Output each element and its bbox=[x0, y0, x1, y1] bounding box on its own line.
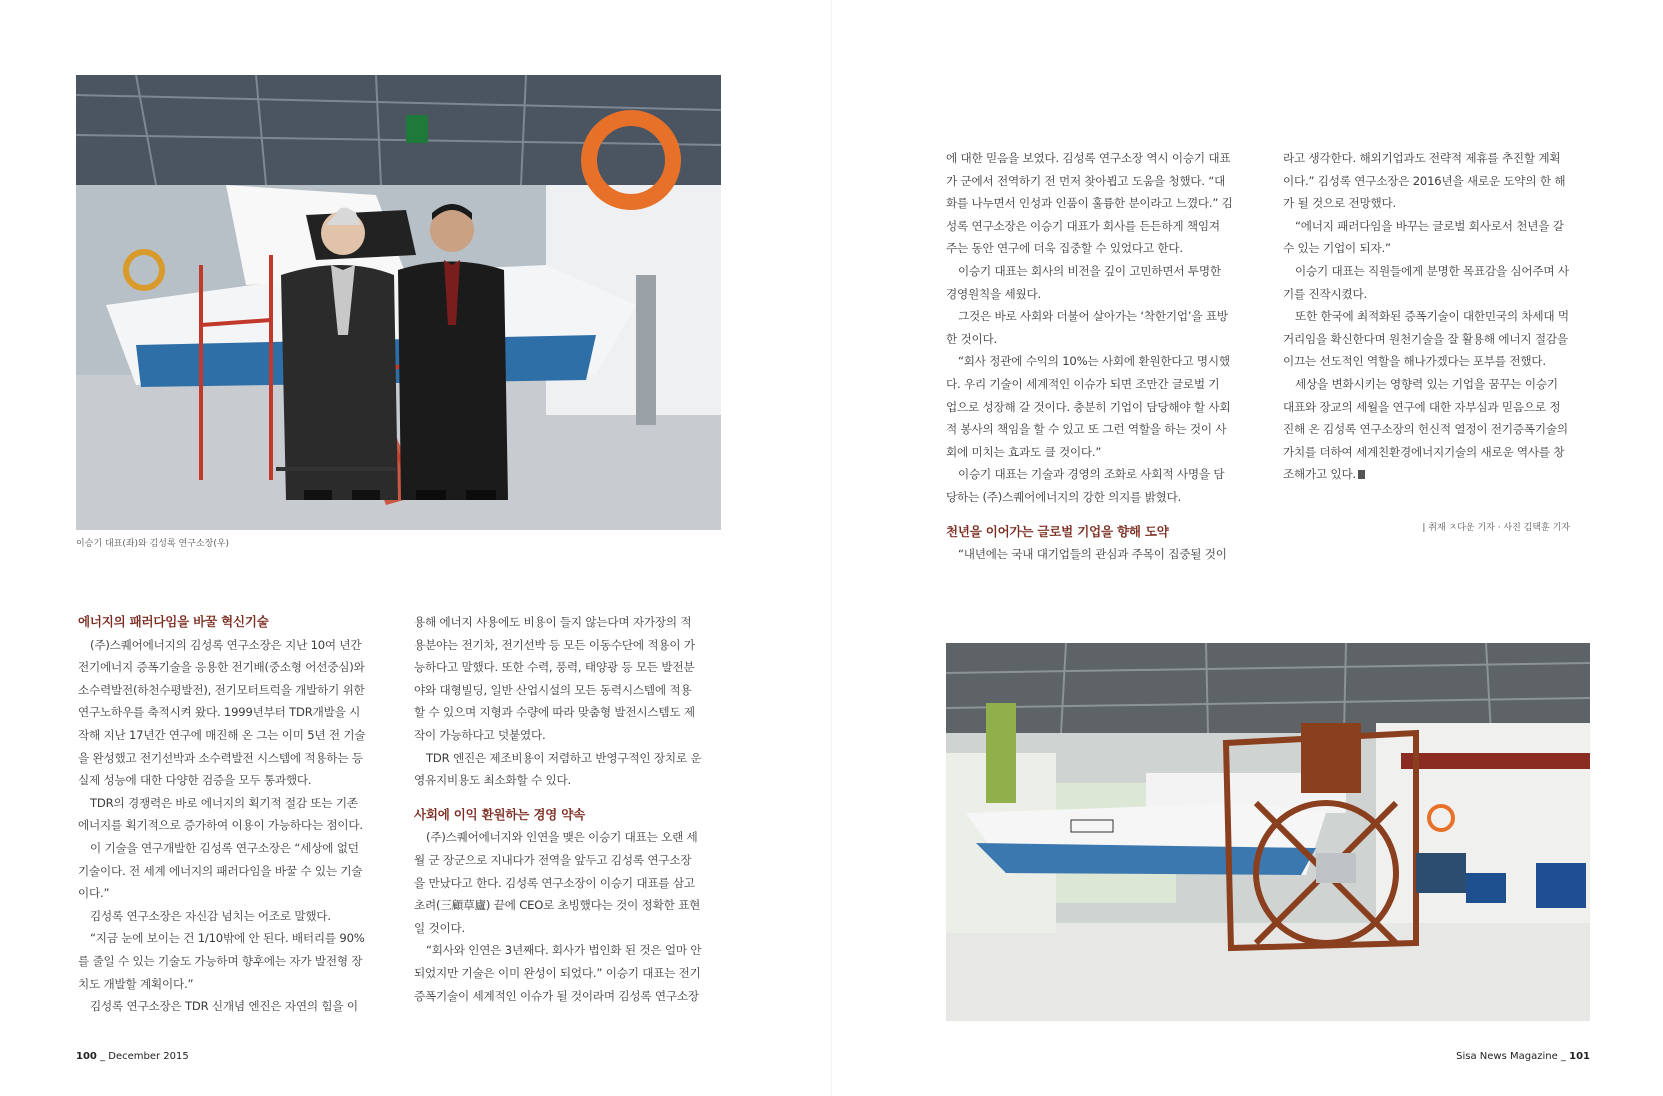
body-line: 일 것이다. bbox=[414, 920, 465, 935]
body-line: 기술이다. 전 세계 에너지의 패러다임을 바꿀 수 있는 기술 bbox=[78, 863, 363, 878]
body-line: 용분야는 전기차, 전기선박 등 모든 이동수단에 적용이 가 bbox=[414, 637, 695, 652]
body-line: 이 기술을 연구개발한 김성록 연구소장은 “세상에 없던 bbox=[90, 840, 359, 855]
body-line: 이승기 대표는 직원들에게 분명한 목표감을 심어주며 사 bbox=[1295, 263, 1569, 278]
body-line: 소수력발전(하천수평발전), 전기모터트럭을 개발하기 위한 bbox=[78, 682, 365, 697]
body-line: TDR 엔진은 제조비용이 저렴하고 반영구적인 장치로 운 bbox=[426, 750, 702, 765]
body-line: (주)스퀘어에너지의 김성록 연구소장은 지난 10여 년간 bbox=[90, 637, 362, 652]
body-line: 작해 지난 17년간 연구에 매진해 온 그는 이미 5년 전 기술 bbox=[78, 727, 366, 742]
body-line: 경영원칙을 세웠다. bbox=[946, 286, 1041, 301]
body-line: 이승기 대표는 회사의 비전을 깊이 고민하면서 투명한 bbox=[958, 263, 1221, 278]
issue-label: _ December 2015 bbox=[100, 1051, 189, 1062]
end-of-article-mark bbox=[1358, 470, 1365, 479]
folio-right bbox=[1456, 1051, 1590, 1062]
page-number-left: 100 bbox=[76, 1051, 97, 1062]
page-number-right: 101 bbox=[1569, 1051, 1590, 1062]
body-line: 능하다고 말했다. 또한 수력, 풍력, 태양광 등 모든 발전분 bbox=[414, 660, 695, 675]
body-line: 연구노하우를 축적시켜 왔다. 1999년부터 TDR개발을 시 bbox=[78, 705, 361, 720]
body-line: 수 있는 기업이 되자.” bbox=[1283, 241, 1391, 256]
body-line: 주는 동안 연구에 더욱 집중할 수 있었다고 한다. bbox=[946, 241, 1183, 256]
body-line: 을 완성했고 전기선박과 소수력발전 시스템에 적용하는 등 bbox=[78, 750, 363, 765]
body-line: 이다.” bbox=[78, 886, 110, 901]
article-column-4 bbox=[1283, 147, 1569, 486]
body-line: 초려(三顧草廬) 끝에 CEO로 초빙했다는 것이 정확한 표현 bbox=[414, 898, 701, 913]
body-line: 그것은 바로 사회와 더불어 살아가는 ‘착한기업’을 표방 bbox=[958, 309, 1228, 324]
body-line bbox=[1283, 463, 1569, 486]
body-line: 용해 에너지 사용에도 비용이 들지 않는다며 자가장의 적 bbox=[414, 615, 692, 629]
body-line: 화를 나누면서 인성과 인품이 훌륭한 분이라고 느꼈다.” 김 bbox=[946, 196, 1233, 211]
body-line: “회사와 인연은 3년째다. 회사가 법인화 된 것은 얼마 안 bbox=[426, 943, 702, 958]
body-line: 영유지비용도 최소화할 수 있다. bbox=[414, 773, 571, 788]
section-heading-global-leap: 천년을 이어가는 글로벌 기업을 향해 도약 bbox=[946, 523, 1169, 539]
exhibition-booth-illustration bbox=[946, 643, 1590, 1021]
body-line: 이끄는 선도적인 역할을 해나가겠다는 포부를 전했다. bbox=[1283, 354, 1546, 369]
body-line: “내년에는 국내 대기업들의 관심과 주목이 집중될 것이 bbox=[958, 547, 1227, 562]
body-line: 적 봉사의 책임을 할 수 있고 또 그런 역할을 하는 것이 사 bbox=[946, 422, 1227, 437]
body-line: 업으로 성장해 갈 것이다. 충분히 기업이 담당해야 할 사회 bbox=[946, 399, 1231, 414]
magazine-name: Sisa News Magazine _ bbox=[1456, 1051, 1566, 1062]
body-line: 김성록 연구소장은 TDR 신개념 엔진은 자연의 힘을 이 bbox=[90, 999, 358, 1014]
body-line-text: 조해가고 있다. bbox=[1283, 467, 1356, 482]
body-line: “지금 눈에 보이는 건 1/10밖에 안 된다. 배터리를 90% bbox=[90, 931, 365, 946]
body-line: 할 수 있으며 지형과 수량에 따라 맞춤형 발전시스템도 제 bbox=[414, 705, 695, 720]
body-line: 를 줄일 수 있는 기술도 가능하며 향후에는 자가 발전형 장 bbox=[78, 953, 363, 968]
body-line: 회에 미치는 효과도 클 것이다.” bbox=[946, 444, 1102, 459]
body-line: 야와 대형빌딩, 일반 산업시설의 모든 동력시스템에 적용 bbox=[414, 682, 692, 697]
body-line: 가치를 더하여 세계친환경에너지기술의 새로운 역사를 창 bbox=[1283, 444, 1565, 459]
article-column-1 bbox=[78, 611, 365, 1018]
body-line: 다. 우리 기술이 세계적인 이슈가 되면 조만간 글로벌 기 bbox=[946, 376, 1220, 391]
body-line: (주)스퀘어에너지와 인연을 맺은 이승기 대표는 오랜 세 bbox=[426, 830, 698, 845]
byline-credit: | 취재 ㅈ다운 기자 · 사진 김택훈 기자 bbox=[1422, 523, 1570, 533]
body-line: 이다.” 김성록 연구소장은 2016년을 새로운 도약의 한 해 bbox=[1283, 173, 1566, 188]
article-column-3 bbox=[946, 147, 1233, 566]
body-line: 세상을 변화시키는 영향력 있는 기업을 꿈꾸는 이승기 bbox=[1295, 376, 1558, 391]
body-line: 김성록 연구소장은 자신감 넘치는 어조로 말했다. bbox=[90, 908, 331, 923]
body-line: 라고 생각한다. 해외기업과도 전략적 제휴를 추진할 계획 bbox=[1283, 151, 1561, 165]
section-heading-energy-paradigm: 에너지의 패러다임을 바꿀 혁신기술 bbox=[78, 614, 269, 629]
body-line: 을 만났다고 한다. 김성록 연구소장이 이승기 대표를 삼고 bbox=[414, 875, 695, 890]
body-line: 월 군 장군으로 지내다가 전역을 앞두고 김성록 연구소장 bbox=[414, 852, 692, 867]
body-line: 진해 온 김성록 연구소장의 헌신적 열정이 전기증폭기술의 bbox=[1283, 422, 1568, 437]
body-line: 에 대한 믿음을 보였다. 김성록 연구소장 역시 이승기 대표 bbox=[946, 151, 1231, 165]
body-line: 되었지만 기술은 이미 완성이 되었다.” 이승기 대표는 전기 bbox=[414, 965, 701, 980]
body-line: 치도 개발할 계획이다.” bbox=[78, 976, 194, 991]
body-line: 증폭기술이 세계적인 이슈가 될 것이라며 김성록 연구소장 bbox=[414, 988, 699, 1003]
body-line: 성록 연구소장은 이승기 대표가 회사를 든든하게 책임져 bbox=[946, 218, 1220, 233]
body-line: 기를 진작시켰다. bbox=[1283, 286, 1367, 301]
body-line: 작이 가능하다고 덧붙였다. bbox=[414, 727, 546, 742]
photo-exhibition-booth bbox=[946, 643, 1590, 1021]
folio-left bbox=[76, 1051, 189, 1062]
section-heading-social-return: 사회에 이익 환원하는 경영 약속 bbox=[414, 806, 585, 822]
body-line: TDR의 경쟁력은 바로 에너지의 획기적 절감 또는 기존 bbox=[90, 795, 358, 810]
article-column-2 bbox=[414, 611, 701, 1007]
body-line: 에너지를 획기적으로 증가하여 이용이 가능하다는 점이다. bbox=[78, 818, 363, 833]
body-line: 당하는 (주)스퀘어에너지의 강한 의지를 밝혔다. bbox=[946, 489, 1182, 504]
body-line: “회사 정관에 수익의 10%는 사회에 환원한다고 명시했 bbox=[958, 354, 1230, 369]
body-line: “에너지 패러다임을 바꾸는 글로벌 회사로서 천년을 갈 bbox=[1295, 218, 1564, 233]
body-line: 실제 성능에 대한 다양한 검증을 모두 통과했다. bbox=[78, 773, 312, 788]
body-line: 이승기 대표는 기술과 경영의 조화로 사회적 사명을 담 bbox=[958, 467, 1225, 482]
body-line: 한 것이다. bbox=[946, 331, 997, 346]
exhibition-portrait-illustration bbox=[76, 75, 721, 530]
body-line: 가 군에서 전역하기 전 먼저 찾아뵙고 도움을 청했다. “대 bbox=[946, 173, 1226, 188]
photo-caption: 이승기 대표(좌)와 김성록 연구소장(우) bbox=[76, 539, 230, 549]
body-line: 거리임을 확신한다며 원천기술을 잘 활용해 에너지 절감을 bbox=[1283, 331, 1568, 346]
photo-exhibition-portrait bbox=[76, 75, 721, 530]
body-line: 대표와 장교의 세월을 연구에 대한 자부심과 믿음으로 정 bbox=[1283, 399, 1561, 414]
body-line: 전기에너지 증폭기술을 응용한 전기배(중소형 어선중심)와 bbox=[78, 660, 365, 675]
spread-gutter bbox=[831, 0, 832, 1096]
body-line: 또한 한국에 최적화된 증폭기술이 대한민국의 차세대 먹 bbox=[1295, 309, 1569, 324]
body-line: 가 될 것으로 전망했다. bbox=[1283, 196, 1396, 211]
